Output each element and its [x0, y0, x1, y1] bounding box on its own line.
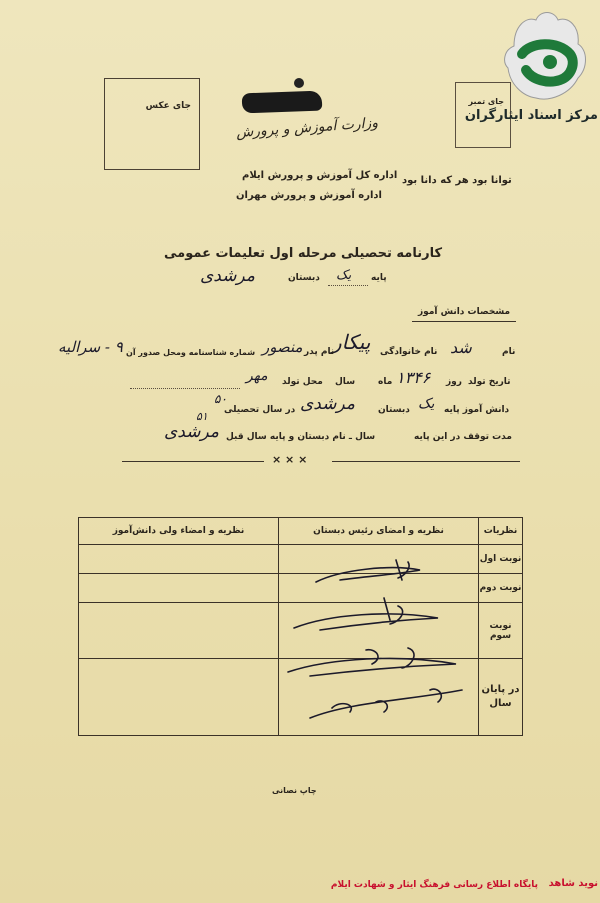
school-value: مرشدی: [200, 266, 255, 286]
row-label: نوبت اول: [479, 545, 523, 574]
archive-logo: [492, 6, 596, 106]
separator-rule-left: [122, 461, 264, 462]
motto: توانا بود هر که دانا بود: [402, 175, 512, 186]
photo-box: [104, 78, 200, 170]
stay-label: مدت توقف در این پایه: [414, 432, 512, 442]
ministry-name: وزارت آموزش و پرورش: [235, 115, 379, 141]
month-label: ماه: [378, 377, 393, 387]
father-value: منصور: [262, 338, 303, 356]
birthplace-label: محل تولد: [282, 377, 323, 387]
guardian-cell: [79, 545, 279, 574]
separator-marks: × × ×: [272, 453, 308, 466]
id-label: شماره شناسنامه ومحل صدور آن: [126, 348, 256, 357]
student-school-label: دبستان: [378, 405, 410, 415]
signature-2: [294, 598, 438, 630]
col-principal: نظریه و امضای رئیس دبستان: [279, 518, 479, 545]
stamp-label: جای تمبر: [468, 97, 504, 106]
family-value: پیکار: [332, 330, 371, 354]
day-label: روز: [446, 377, 462, 387]
directorate-line-2: اداره آموزش و پرورش مهران: [236, 190, 382, 201]
principal-signatures: [280, 540, 480, 740]
footer-brand: [330, 876, 600, 898]
father-label: نام پدر: [304, 347, 335, 357]
separator-rule-right: [332, 461, 520, 462]
section-rule: [412, 321, 516, 322]
grade-label: پایه: [371, 273, 387, 283]
name-label: نام: [502, 347, 516, 357]
student-grade-value: یک: [418, 396, 435, 412]
prev-year-value: ۵۱: [196, 410, 208, 423]
prev-school-value: مرشدی: [164, 422, 219, 442]
student-grade-label: دانش آموز پایه: [444, 405, 510, 415]
row-label: نوبت سوم: [479, 603, 523, 659]
col-guardian: نظریه و امضاء ولی دانش‌آموز: [79, 518, 279, 545]
footer-brand-tag: نوید شاهد: [548, 878, 598, 889]
report-title: کارنامه تحصیلی مرحله اول تعلیمات عمومی: [164, 246, 443, 261]
student-section-title: مشخصات دانش آموز: [418, 307, 511, 317]
school-year-label: در سال تحصیلی: [224, 405, 296, 415]
stay-year-label: سال ـ نام دبستان و پایه سال قبل: [226, 432, 376, 442]
birth-dots: [130, 388, 240, 389]
footer-brand-text: پایگاه اطلاع رسانی فرهنگ ایثار و شهادت ایلام: [330, 880, 538, 890]
name-value: شد: [450, 338, 472, 357]
directorate-line-1: اداره کل آموزش و پرورش ایلام: [242, 170, 398, 181]
signature-4: [310, 689, 462, 718]
birth-value: ۱۳۴۶: [396, 368, 431, 387]
photo-label: جای عکس: [145, 101, 191, 111]
hand-logo-icon: [492, 6, 596, 106]
guardian-cell: [79, 659, 279, 736]
school-label: دبستان: [288, 273, 320, 283]
col-opinions: نظریات: [479, 518, 523, 545]
signature-3: [288, 648, 456, 676]
print-label: چاپ نصانی: [272, 786, 317, 795]
year-label: سال: [335, 377, 356, 387]
student-school-value: مرشدی: [300, 394, 355, 414]
grade-dots: [328, 285, 368, 286]
birth-label: تاریخ تولد: [468, 377, 511, 387]
birthplace-value: مهر: [246, 368, 268, 384]
signature-1: [316, 560, 420, 582]
id-value: ۹ - سرالیه: [58, 338, 123, 356]
row-label: نوبت دوم: [479, 574, 523, 603]
redacted-emblem: [242, 91, 323, 114]
guardian-cell: [79, 603, 279, 659]
grade-value: یک: [336, 268, 352, 283]
archive-brand-text: مرکز اسناد ایثارگران: [464, 108, 598, 123]
school-year-value: ۵۰: [214, 392, 227, 406]
guardian-cell: [79, 574, 279, 603]
family-label: نام خانوادگی: [380, 347, 438, 357]
row-label: در پایان سال: [479, 659, 523, 736]
emblem-dot: [294, 78, 304, 88]
